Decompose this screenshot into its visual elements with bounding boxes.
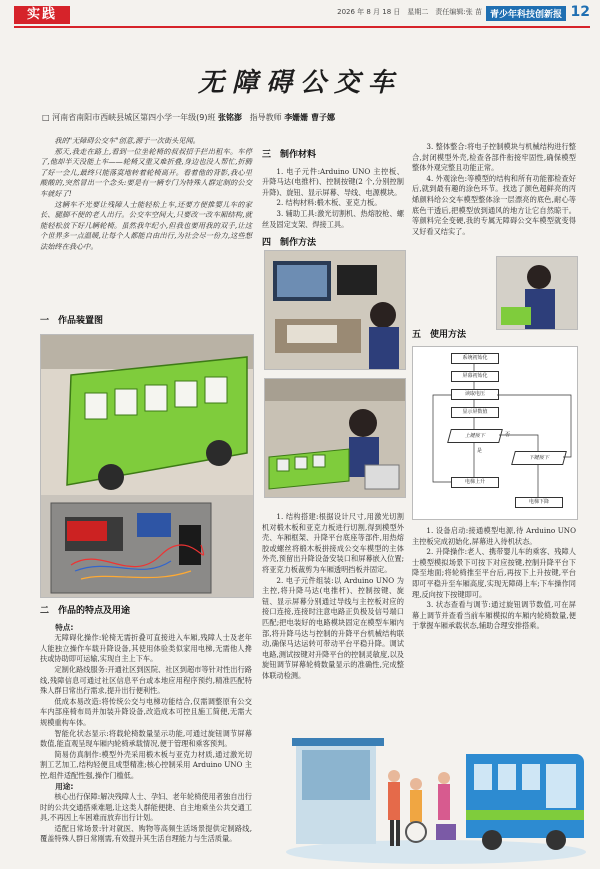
usage-step: 3. 状态查看与调节:通过旋钮调节数值,可在屏幕上调节并查看当前车厢模拟的车厢内轮椅数量,便于掌握车厢承载状态,辅助合理安排搭乘。	[412, 600, 576, 631]
usage-flowchart	[412, 346, 578, 520]
workshop-photo-2	[264, 378, 406, 498]
child-painting-illustration	[497, 257, 577, 329]
article-title: 无障碍公交车	[197, 68, 402, 98]
feature-paragraph: 无障碍化操作:轮椅无需折叠可直接进入车厢,残障人士及老年人能独立操作车载升降设备,其使用体验类似家用电梯,无需他人搀扶或协助即可运输,实现自主上下车。	[40, 633, 252, 664]
flow-node: 系统初始化	[451, 353, 499, 364]
byline-author: 张铭澎	[218, 113, 242, 122]
method-paragraph: 4. 外观涂色:等模型的结构和所有功能都检查好后,就到最有趣的涂色环节。找选了颜色超鲜亮的丙烯颜料给公交车模型整体涂一层漂亮的底色,耐心等底色干透后,把模型放到通风的地方让它自然晾干。等颜料完全变硬,我的专属无障碍公交车模型就变得又好看又结实了。	[412, 173, 576, 236]
square-icon: □	[42, 113, 50, 122]
flow-decision: 上键按下	[447, 429, 503, 443]
issue-meta: 2026 年 8 月 18 日 星期二 责任编辑:张 苗	[337, 8, 482, 16]
section1-heading-wrap	[40, 308, 252, 333]
section-heading: 三 制作材料	[262, 150, 317, 160]
section-heading: 一 作品装置图	[40, 316, 104, 326]
section-heading: 四 制作方法	[262, 238, 317, 249]
page-number: 12	[570, 4, 590, 20]
usage-step: 1. 设备启动:接通模型电源,待 Arduino UNO 主控板完成初始化,屏幕进入待机状态。	[412, 526, 576, 546]
feature-paragraph: 定制化路线服务:开通社区到医院、社区到超市等针对性出行路线,残障信息可通过社区信息平台或本地应用程序预约,精准匹配特殊人群日常出行需求,提升出行便利性。	[40, 664, 252, 696]
usage-paragraph: 适配日常场景:针对就医、购物等高频生活场景提供定制路线,覆盖特殊人群日常刚需,有效提升其生活自理能力与生活质量。	[40, 823, 252, 844]
intro-paragraph: 我的"无障碍公交车"创意,源于一次街头见闻。	[54, 136, 200, 145]
section-heading: 二 作品的特点及用途	[40, 606, 131, 616]
method-paragraph: 1. 结构搭建:根据设计尺寸,用激光切割机对椴木板和亚克力板进行切割,得到模型外壳、车厢框架、升降平台底座等部件,用热熔胶或螺丝将椴木板拼接成公交车模型的主体外壳,预留出升降设备安装口和屏幕嵌入位置;将亚克力板裁剪为车厢透明挡板并固定。	[262, 512, 404, 574]
intro-block	[40, 136, 252, 253]
section-tag: 实践	[14, 6, 70, 24]
material-item: 1. 电子元件:Arduino UNO 主控板、升降马达(电推杆)、控制按键(2 个,分别控制升降)、旋钮、显示屏幕、导线、电源模块。	[262, 166, 404, 197]
header-rule	[14, 26, 590, 28]
bus-stop-artwork	[286, 714, 586, 864]
newspaper-brand: 青少年科技创新报	[486, 6, 566, 21]
usage-steps-block	[412, 526, 576, 632]
feature-paragraph: 低成本易改造:将传统公交与电梯功能结合,仅需调整原有公交车内部座椅布局并加装升降设备,改造成本可控且施工简便,无需大规模重构车体。	[40, 696, 252, 727]
feature-paragraph: 简易仿真制作:模型外壳采用椴木板与亚克力材质,通过激光切割工艺加工,结构轻便且成型精准;核心控制采用 Arduino UNO 主控,组件适配性强,操作门槛低。	[40, 749, 252, 780]
feature-paragraph: 智能化状态显示:将载轮椅数量显示功能,可通过旋钮调节屏幕数值,能直观呈现车厢内轮椅承载情况,便于管理和乘客预判。	[40, 728, 252, 749]
byline-school: 河南省南阳市西峡县城区第四小学一年级(9)班	[52, 113, 216, 122]
materials-block	[262, 142, 404, 255]
method-paragraph: 2. 电子元件组装:以 Arduino UNO 为主控,将升降马达(电推杆)、控制按键、旋钮、显示屏幕分别通过导线与主控板对应的接口连接,连接时注意电路正负极及信号端口匹配;把电装好的电路模块固定在模型车厢内部,将升降马达与控制的升降平台机械结构联动,确保马达运转可带动平台平稳升降。调试电路,测试按键对升降平台的控制灵敏度,以及旋钮调节屏幕轮椅数量显示的准确性,完成整体联动检测。	[262, 575, 404, 680]
intro-paragraph: 这辆车不光要让残障人士能轻松上车,还要方便推婴儿车的家长、腿脚不便的老人出行。公交车空间大,只要改一改车厢结构,就能轻松放下好几辆轮椅。虽然我年纪小,但我也要用我的双手,让这个世界多一点温暖,让每个人都能自由出行,为社会尽一份力,这些想法始终在我心中。	[40, 199, 252, 251]
flow-label-yes: 是	[477, 448, 483, 454]
flow-node: 电梯下降	[515, 497, 563, 508]
student-with-model-illustration	[265, 379, 405, 497]
flow-node: 屏幕初始化	[451, 371, 499, 382]
byline-teacher-label: 指导教师	[249, 113, 282, 122]
painting-photo	[496, 256, 578, 330]
flow-node: 显示屏数值	[451, 407, 499, 418]
features-title: 特点:	[55, 622, 74, 632]
material-item: 2. 结构材料:椴木板、亚克力板。	[276, 198, 382, 208]
byline	[42, 112, 572, 123]
page-header	[0, 0, 600, 26]
methods-block-1	[262, 512, 404, 682]
bus-stop-illustration	[286, 714, 586, 864]
methods-block-2	[412, 142, 576, 237]
features-block	[40, 598, 252, 845]
intro-paragraph: 那天,我走在路上,看到一位坐轮椅的叔叔招手拦出租车。车停了,他却半天没能上车——轮椅又重又难折叠,身边也没人帮忙,折腾了好一会儿,最终只能落寞地转着轮椅离开。看着他的背影,我心里酸酸的,突然冒出一个念头:要是有一辆专门为特殊人群定制的公交车就好了!	[40, 146, 252, 198]
usage-step: 2. 升降操作:老人、携带婴儿车的乘客、残障人士模型模拟场景下可按下对应按键,控制升降平台下降至地面;将轮椅推至平台后,再按下上升按键,平台即可平稳升至车厢高度,实现无障碍上车;下车操作同理,反向按下按键即可。	[412, 547, 576, 599]
material-item: 3. 辅助工具:激光切割机、热熔胶枪、螺丝及固定支架、焊接工具。	[262, 208, 404, 229]
bus-model-illustration	[41, 335, 253, 597]
workshop-photo-1	[264, 250, 406, 370]
flow-node: 读取电压	[451, 389, 499, 400]
usage-title: 用途:	[55, 781, 74, 791]
byline-teachers: 李姗姗 曹子娜	[284, 113, 335, 122]
flow-node: 电梯上升	[451, 477, 499, 488]
section-heading: 五 使用方法	[412, 330, 467, 340]
usage-paragraph: 核心出行保障:解决残障人士、孕妇、老年轮椅使用者独自出行时的公共交通搭乘难题,让这类人群能便捷、自主地乘坐公共交通工具,不再因上车困难而放弃出行计划。	[40, 792, 252, 823]
student-at-computer-illustration	[265, 251, 405, 369]
usage-heading-wrap	[412, 322, 576, 347]
flow-decision: 下键按下	[511, 451, 567, 465]
method-paragraph: 3. 整体整合:将电子控制模块与机械结构进行整合,封闭模型外壳,检查各部件衔接牢固性,确保模型整体外观完整且功能正常。	[412, 142, 576, 173]
flow-label-no: 否	[505, 432, 511, 438]
bus-model-photo	[40, 334, 254, 598]
